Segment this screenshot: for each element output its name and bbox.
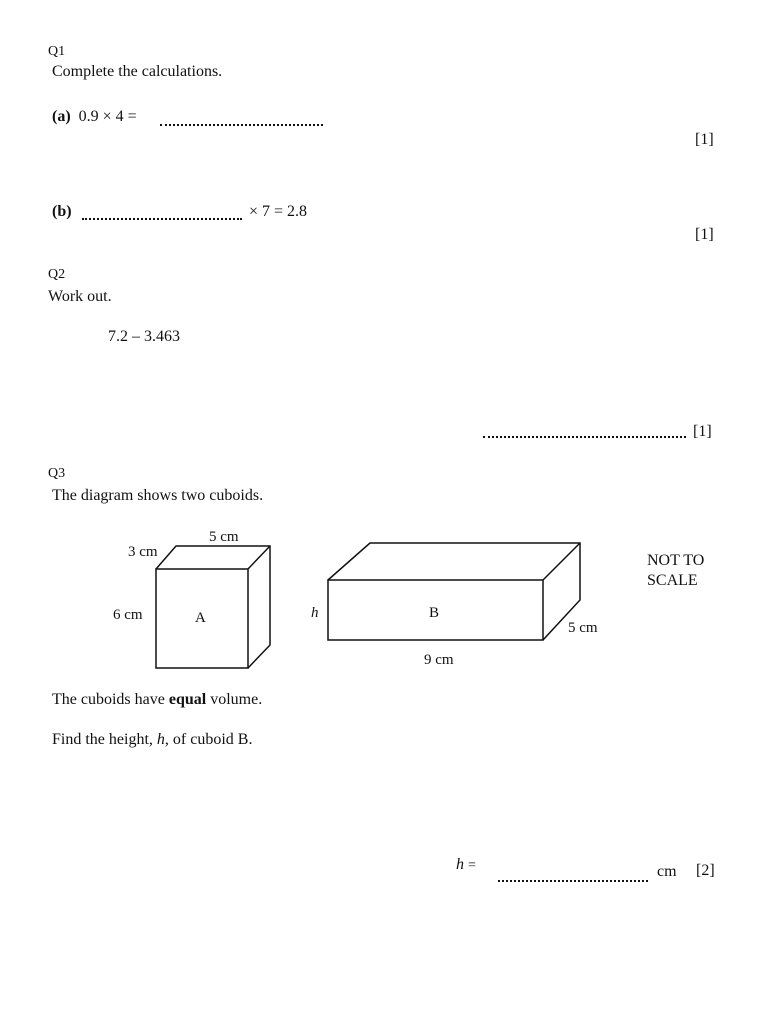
q2-expression: 7.2 – 3.463 (108, 328, 180, 345)
cuboid-a-shape (156, 546, 270, 668)
q2-instruction: Work out. (48, 288, 112, 305)
q3-answer-unit: cm (657, 863, 677, 880)
cuboid-a-width-label: 5 cm (209, 529, 239, 545)
q3-task-variable: h (156, 731, 165, 748)
q3-answer-variable: h (456, 856, 464, 873)
cuboid-b-length-label: 9 cm (424, 652, 454, 668)
q2-marks: [1] (693, 423, 712, 440)
scale-note-line2: SCALE (647, 572, 698, 589)
q3-intro: The diagram shows two cuboids. (52, 487, 264, 504)
q3-number: Q3 (48, 466, 66, 481)
cuboid-b-depth-label: 5 cm (568, 620, 598, 636)
q3-task (52, 731, 252, 749)
q3-marks: [2] (696, 862, 715, 879)
q1a-expression: 0.9 × 4 = (78, 108, 137, 125)
q1b-label: (b) (52, 203, 72, 220)
q1a-label: (a) (52, 108, 71, 125)
q3-statement-part2: volume. (206, 691, 263, 708)
q3-statement (52, 691, 262, 709)
scale-note-line1: NOT TO (647, 552, 705, 569)
cuboid-b-name: B (429, 605, 440, 621)
q3-task-part1: Find the height, (52, 731, 157, 748)
cuboid-a-height-label: 6 cm (113, 607, 143, 623)
cuboid-a-name: A (195, 610, 206, 626)
q3-task-part2: , of cuboid B. (164, 731, 253, 748)
q1-number: Q1 (48, 44, 66, 59)
cuboid-b-height-label: h (311, 605, 319, 621)
q3-answer-prefix (456, 856, 476, 874)
q3-answer-equals: = (468, 858, 476, 873)
q1a-marks: [1] (695, 131, 714, 148)
q3-statement-emphasis: equal (168, 691, 207, 708)
q1-instruction: Complete the calculations. (52, 63, 223, 80)
q1b-marks: [1] (695, 226, 714, 243)
cuboid-a-depth-label: 3 cm (128, 544, 158, 560)
cuboid-b-shape (328, 543, 580, 640)
q3-statement-part1: The cuboids have (52, 691, 169, 708)
q2-number: Q2 (48, 267, 66, 282)
q3-answer-line[interactable] (498, 880, 648, 882)
q1b-expression: × 7 = 2.8 (249, 203, 308, 220)
